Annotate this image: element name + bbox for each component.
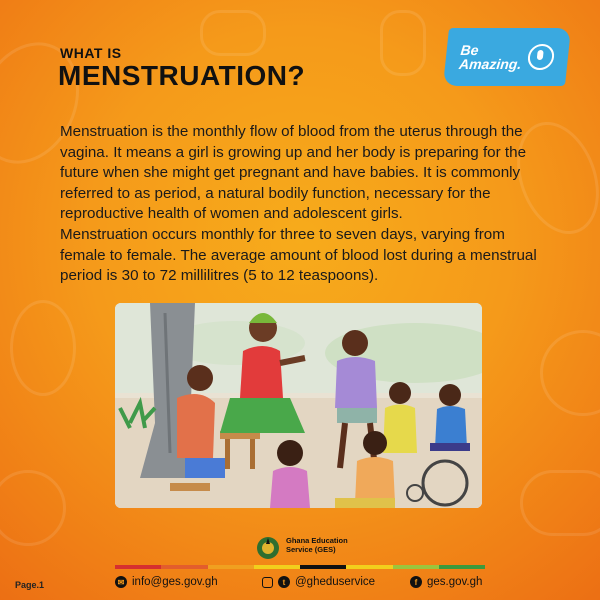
- mother-child-icon: [527, 44, 556, 70]
- email-text: info@ges.gov.gh: [132, 576, 218, 588]
- color-stripe: [115, 565, 485, 569]
- background-doodle: [0, 470, 66, 546]
- instagram-icon: [262, 577, 273, 588]
- social-text: @gheduservice: [295, 576, 376, 588]
- background-doodle: [540, 330, 600, 416]
- illustration-women-teaching-children: [115, 303, 482, 508]
- be-amazing-logo: [443, 28, 571, 86]
- email-contact[interactable]: [115, 576, 218, 588]
- illustration-svg: [115, 303, 482, 508]
- logo-line-1: Be: [459, 42, 480, 58]
- ges-org-name: [286, 536, 348, 554]
- website-text: ges.gov.gh: [427, 576, 483, 588]
- email-icon: ✉: [115, 576, 127, 588]
- background-doodle: [200, 10, 266, 56]
- ghana-coat-of-arms-icon: [255, 535, 281, 561]
- website-contact[interactable]: [410, 576, 482, 588]
- facebook-icon: f: [410, 576, 422, 588]
- twitter-icon: t: [278, 576, 290, 588]
- background-doodle: [380, 10, 426, 76]
- page-title: MENSTRUATION?: [58, 60, 306, 91]
- background-doodle: [10, 300, 76, 396]
- ges-line-2: Service (GES): [286, 545, 336, 554]
- heading-subtitle: WHAT IS: [60, 45, 122, 61]
- social-contact[interactable]: [262, 576, 375, 588]
- ges-line-1: Ghana Education: [286, 536, 348, 545]
- body-text: [60, 122, 550, 287]
- paragraph-1: Menstruation is the monthly flow of blood from the uterus through the vagina. It means a girl is growing up and her body is preparing for the future when she might get pregnant and have babies. It is commonly referred to as period, a natural bodily function, necessary for the reproductive health of women and adolescent girls.: [60, 123, 527, 223]
- logo-line-2: Amazing.: [458, 56, 523, 72]
- paragraph-2: Menstruation occurs monthly for three to seven days, varying from female to female. The average amount of blood lost during a menstrual period is 30 to 72 millilitres (5 to 12 teaspoons).: [60, 225, 537, 285]
- background-doodle: [520, 470, 600, 536]
- page-number: Page.1: [15, 580, 45, 590]
- logo-text: [458, 43, 523, 71]
